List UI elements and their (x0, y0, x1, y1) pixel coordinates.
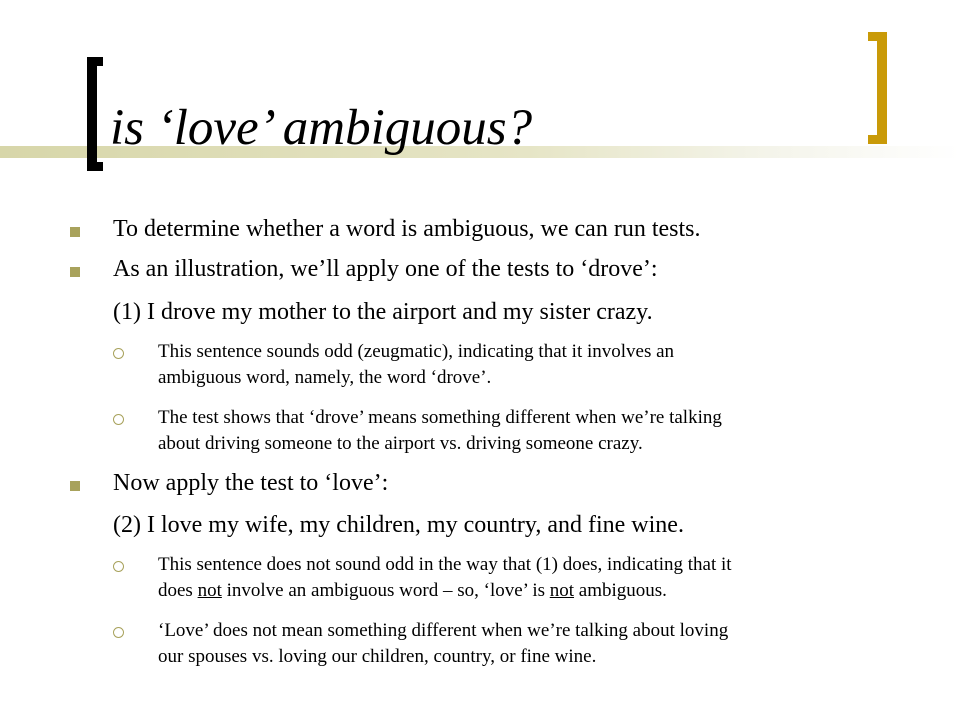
sub-bullet-line: our spouses vs. loving our children, country, or fine wine. (158, 646, 597, 667)
slide-title: is ‘love’ ambiguous? (110, 100, 533, 156)
square-bullet-icon (70, 227, 80, 237)
underlined-word: not (197, 580, 222, 601)
bullet-text: Now apply the test to ‘love’: (113, 470, 389, 496)
ring-bullet-icon (113, 414, 124, 425)
bullet-text: To determine whether a word is ambiguous, we can run tests. (113, 216, 701, 242)
sub-bullet-line: ‘Love’ does not mean something different when we’re talking about loving (158, 620, 729, 641)
sub-bullet-line: This sentence does not sound odd in the way that (1) does, indicating that it (158, 554, 732, 575)
sub-bullet-text (158, 618, 898, 670)
ring-bullet-icon (113, 627, 124, 638)
right-bracket-decoration (868, 32, 887, 144)
sub-bullet-text (158, 552, 898, 604)
sub-bullet-line: about driving someone to the airport vs. driving someone crazy. (158, 433, 643, 454)
sub-bullet-line (158, 578, 898, 604)
bullet-text: As an illustration, we’ll apply one of the tests to ‘drove’: (113, 256, 658, 282)
ring-bullet-icon (113, 561, 124, 572)
text-run: does (158, 580, 198, 601)
text-run: ambiguous. (574, 580, 667, 601)
square-bullet-icon (70, 267, 80, 277)
underlined-word: not (549, 580, 575, 601)
sub-bullet-text (158, 405, 898, 457)
left-bracket-decoration (87, 57, 103, 171)
sub-bullet-line: The test shows that ‘drove’ means something different when we’re talking (158, 407, 722, 428)
square-bullet-icon (70, 481, 80, 491)
sub-bullet-line: ambiguous word, namely, the word ‘drove’. (158, 367, 492, 388)
ring-bullet-icon (113, 348, 124, 359)
sub-bullet-text (158, 339, 898, 391)
sub-bullet-line: This sentence sounds odd (zeugmatic), indicating that it involves an (158, 341, 675, 362)
example-sentence: (1) I drove my mother to the airport and my sister crazy. (113, 299, 653, 325)
example-sentence: (2) I love my wife, my children, my country, and fine wine. (113, 512, 684, 538)
text-run: involve an ambiguous word – so, ‘love’ is (221, 580, 550, 601)
